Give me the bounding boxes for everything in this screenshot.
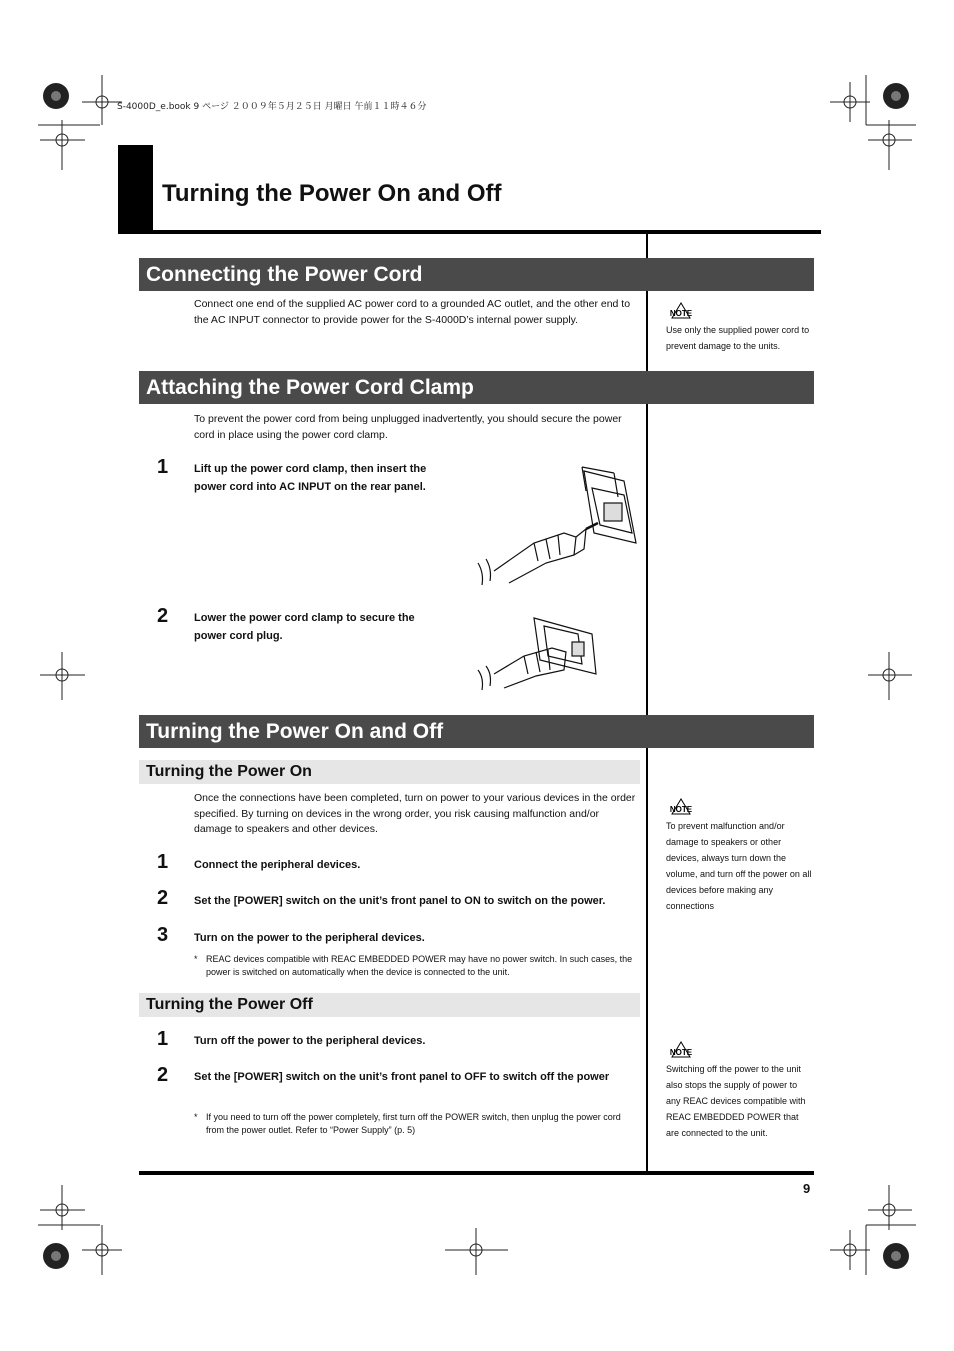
step-number: 1 <box>157 851 169 873</box>
footnote-text: REAC devices compatible with REAC EMBEDDED POWER may have no power switch. In such cases, the power is switched on automatically when the device is connected to the unit. <box>206 954 633 977</box>
step-number: 3 <box>157 924 169 946</box>
footnote-power-on <box>194 953 639 979</box>
svg-text:NOTE: NOTE <box>669 805 693 814</box>
step-text: Lower the power cord clamp to secure the power cord plug. <box>194 612 415 642</box>
note-icon <box>666 1039 696 1059</box>
step-number: 2 <box>157 887 169 909</box>
clamp-body: To prevent the power cord from being unplugged inadvertently, you should secure the power cord in place using the power cord clamp. <box>194 413 622 441</box>
section-heading-clamp: Attaching the Power Cord Clamp <box>139 371 814 404</box>
step-text: Set the [POWER] switch on the unit’s front panel to OFF to switch off the power <box>194 1071 610 1083</box>
note-power-cord: Use only the supplied power cord to prevent damage to the units. <box>666 325 810 351</box>
footnote-power-off <box>194 1111 639 1137</box>
step-number: 1 <box>157 1028 169 1050</box>
print-header: S-4000D_e.book 9 ページ ２００９年５月２５日 月曜日 午前１１時４６分 <box>117 102 427 112</box>
subheading-power-off: Turning the Power Off <box>139 993 640 1017</box>
section-heading-power-cord: Connecting the Power Cord <box>139 258 814 291</box>
footnote-mark: * <box>194 954 198 964</box>
footnote-mark: * <box>194 1112 198 1122</box>
page-title: Turning the Power On and Off <box>162 180 502 207</box>
power-on-body: Once the connections have been completed, turn on power to your various devices in the order specified. By turning on devices in the wrong order, you risk causing malfunction and/or damage to speakers and other devices. <box>194 792 636 835</box>
step-number: 2 <box>157 605 169 627</box>
step-text: Connect the peripheral devices. <box>194 859 361 871</box>
subheading-power-on: Turning the Power On <box>139 760 640 784</box>
svg-text:NOTE: NOTE <box>669 309 693 318</box>
step-number: 2 <box>157 1064 169 1086</box>
note-icon <box>666 300 696 320</box>
section-heading-on-off: Turning the Power On and Off <box>139 715 814 748</box>
clamp-lift-illustration <box>474 463 639 593</box>
svg-text:NOTE: NOTE <box>669 1048 693 1057</box>
note-power-on: To prevent malfunction and/or damage to speakers or other devices, always turn down the volume, and turn off the power on all devices before making any connections <box>666 821 812 911</box>
note-icon <box>666 796 696 816</box>
step-text: Turn off the power to the peripheral devices. <box>194 1035 426 1047</box>
note-power-off: Switching off the power to the unit also stops the supply of power to any REAC devices compatible with REAC EMBEDDED POWER that are connected to the unit. <box>666 1064 806 1138</box>
step-text: Lift up the power cord clamp, then insert the power cord into AC INPUT on the rear panel. <box>194 463 427 493</box>
chapter-tab <box>118 145 153 231</box>
step-text: Set the [POWER] switch on the unit’s front panel to ON to switch on the power. <box>194 895 606 907</box>
page-number: 9 <box>803 1181 811 1196</box>
clamp-lower-illustration <box>474 612 604 694</box>
footnote-text: If you need to turn off the power completely, first turn off the POWER switch, then unplug the power cord from the power outlet. Refer to “Power Supply” (p. 5) <box>206 1112 621 1135</box>
power-cord-body: Connect one end of the supplied AC power cord to a grounded AC outlet, and the other end to the AC INPUT connector to provide power for the S-4000D’s internal power supply. <box>194 298 631 326</box>
title-rule <box>118 230 821 234</box>
step-number: 1 <box>157 456 169 478</box>
footer-rule <box>139 1171 814 1175</box>
step-text: Turn on the power to the peripheral devices. <box>194 932 425 944</box>
